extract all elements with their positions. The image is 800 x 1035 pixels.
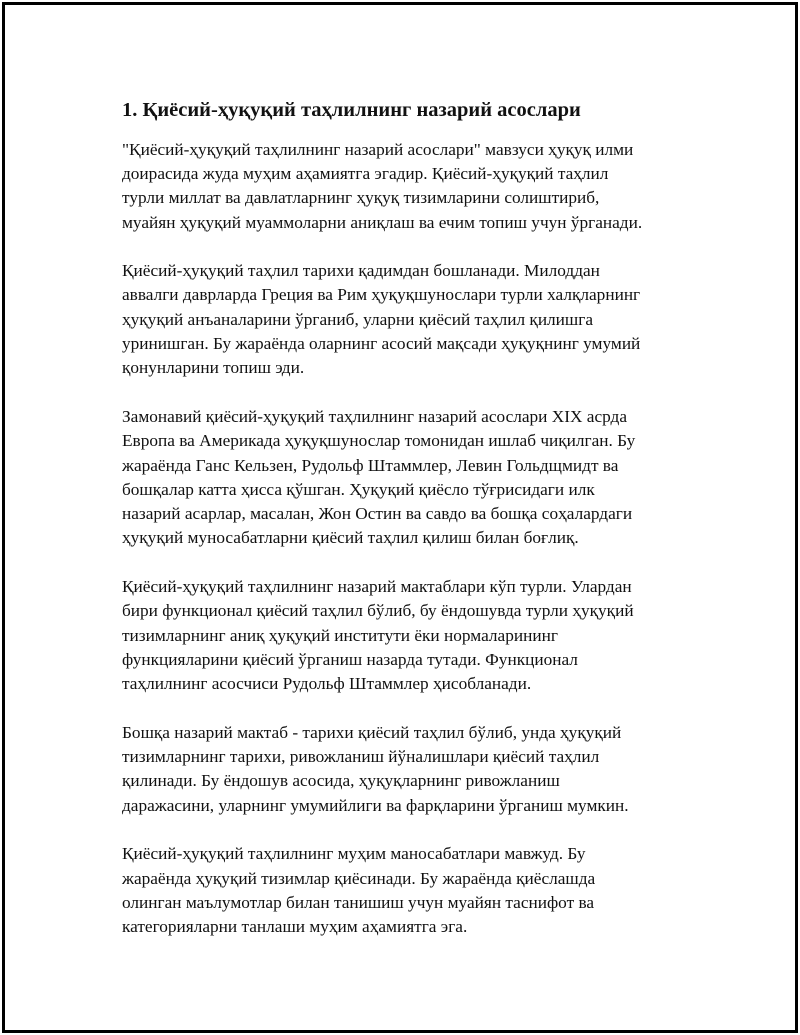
text-line: жараёнда Ганс Кельзен, Рудольф Штаммлер, Левин Гольдщмидт ва (122, 455, 619, 475)
paragraph (122, 721, 682, 818)
text-line: қилинади. Бу ёндошув асосида, ҳуқуқларнинг ривожланиш (122, 771, 560, 791)
text-line: таҳлилнинг асосчиси Рудольф Штаммлер ҳисобланади. (122, 674, 532, 694)
text-line: Қиёсий-ҳуқуқий таҳлилнинг назарий мактаблари кўп турли. Улардан (122, 576, 632, 596)
text-line: уринишган. Бу жараёнда оларнинг асосий мақсади ҳуқуқнинг умумий (122, 334, 641, 354)
text-line: Бошқа назарий мактаб - тарихи қиёсий таҳлил бўлиб, унда ҳуқуқий (122, 722, 622, 742)
text-line: қонунларини топиш эди. (122, 358, 305, 378)
text-line: назарий асарлар, масалан, Жон Остин ва савдо ва бошқа соҳалардаги (122, 504, 633, 524)
text-line: категорияларни танлаши муҳим аҳамиятга эга. (122, 917, 468, 937)
text-line: даражасини, уларнинг умумийлиги ва фарқларини ўрганиш мумкин. (122, 795, 629, 815)
text-line: Қиёсий-ҳуқуқий таҳлил тарихи қадимдан бошланади. Милоддан (122, 261, 600, 281)
paragraph (122, 405, 682, 551)
text-line: ҳуқуқий муносабатларни қиёсий таҳлил қилиш билан боғлиқ. (122, 528, 579, 548)
paragraph (122, 259, 682, 380)
text-line: "Қиёсий-ҳуқуқий таҳлилнинг назарий асослари" мавзуси ҳуқуқ илми (122, 139, 634, 159)
text-line: олинган маълумотлар билан танишиш учун муайян таснифот ва (122, 892, 595, 912)
section-heading: 1. Қиёсий-ҳуқуқий таҳлилнинг назарий асослари (122, 99, 581, 121)
text-line: тизимларнинг аниқ ҳуқуқий институти ёки нормаларининг (122, 625, 558, 645)
paragraph (122, 575, 682, 696)
paragraph (122, 138, 682, 235)
text-line: тизимларнинг тарихи, ривожланиш йўналишлари қиёсий таҳлил (122, 747, 600, 767)
document-body (122, 97, 682, 964)
text-line: турли миллат ва давлатларнинг ҳуқуқ тизимларини солиштириб, (122, 188, 600, 208)
text-line: аввалги даврларда Греция ва Рим ҳуқуқшунослари турли халқларнинг (122, 285, 641, 305)
text-line: муайян ҳуқуқий муаммоларни аниқлаш ва ечим топиш учун ўрганади. (122, 212, 643, 232)
text-line: ҳуқуқий анъаналарини ўрганиб, уларни қиёсий таҳлил қилишга (122, 309, 593, 329)
text-line: доирасида жуда муҳим аҳамиятга эгадир. Қиёсий-ҳуқуқий таҳлил (122, 163, 609, 183)
text-line: бошқалар катта ҳисса қўшган. Ҳуқуқий қиёсло тўғрисидаги илк (122, 479, 595, 499)
text-line: функцияларини қиёсий ўрганиш назарда тутади. Функционал (122, 649, 578, 669)
page-frame (2, 2, 798, 1033)
text-line: Қиёсий-ҳуқуқий таҳлилнинг муҳим маносабатлари мавжуд. Бу (122, 844, 586, 864)
text-line: жараёнда ҳуқуқий тизимлар қиёсинади. Бу жараёнда қиёслашда (122, 868, 596, 888)
paragraph (122, 842, 682, 939)
text-line: бири функционал қиёсий таҳлил бўлиб, бу ёндошувда турли ҳуқуқий (122, 601, 634, 621)
text-line: Европа ва Америкада ҳуқуқшунослар томонидан ишлаб чиқилган. Бу (122, 431, 636, 451)
text-line: Замонавий қиёсий-ҳуқуқий таҳлилнинг назарий асослари XIX асрда (122, 406, 627, 426)
